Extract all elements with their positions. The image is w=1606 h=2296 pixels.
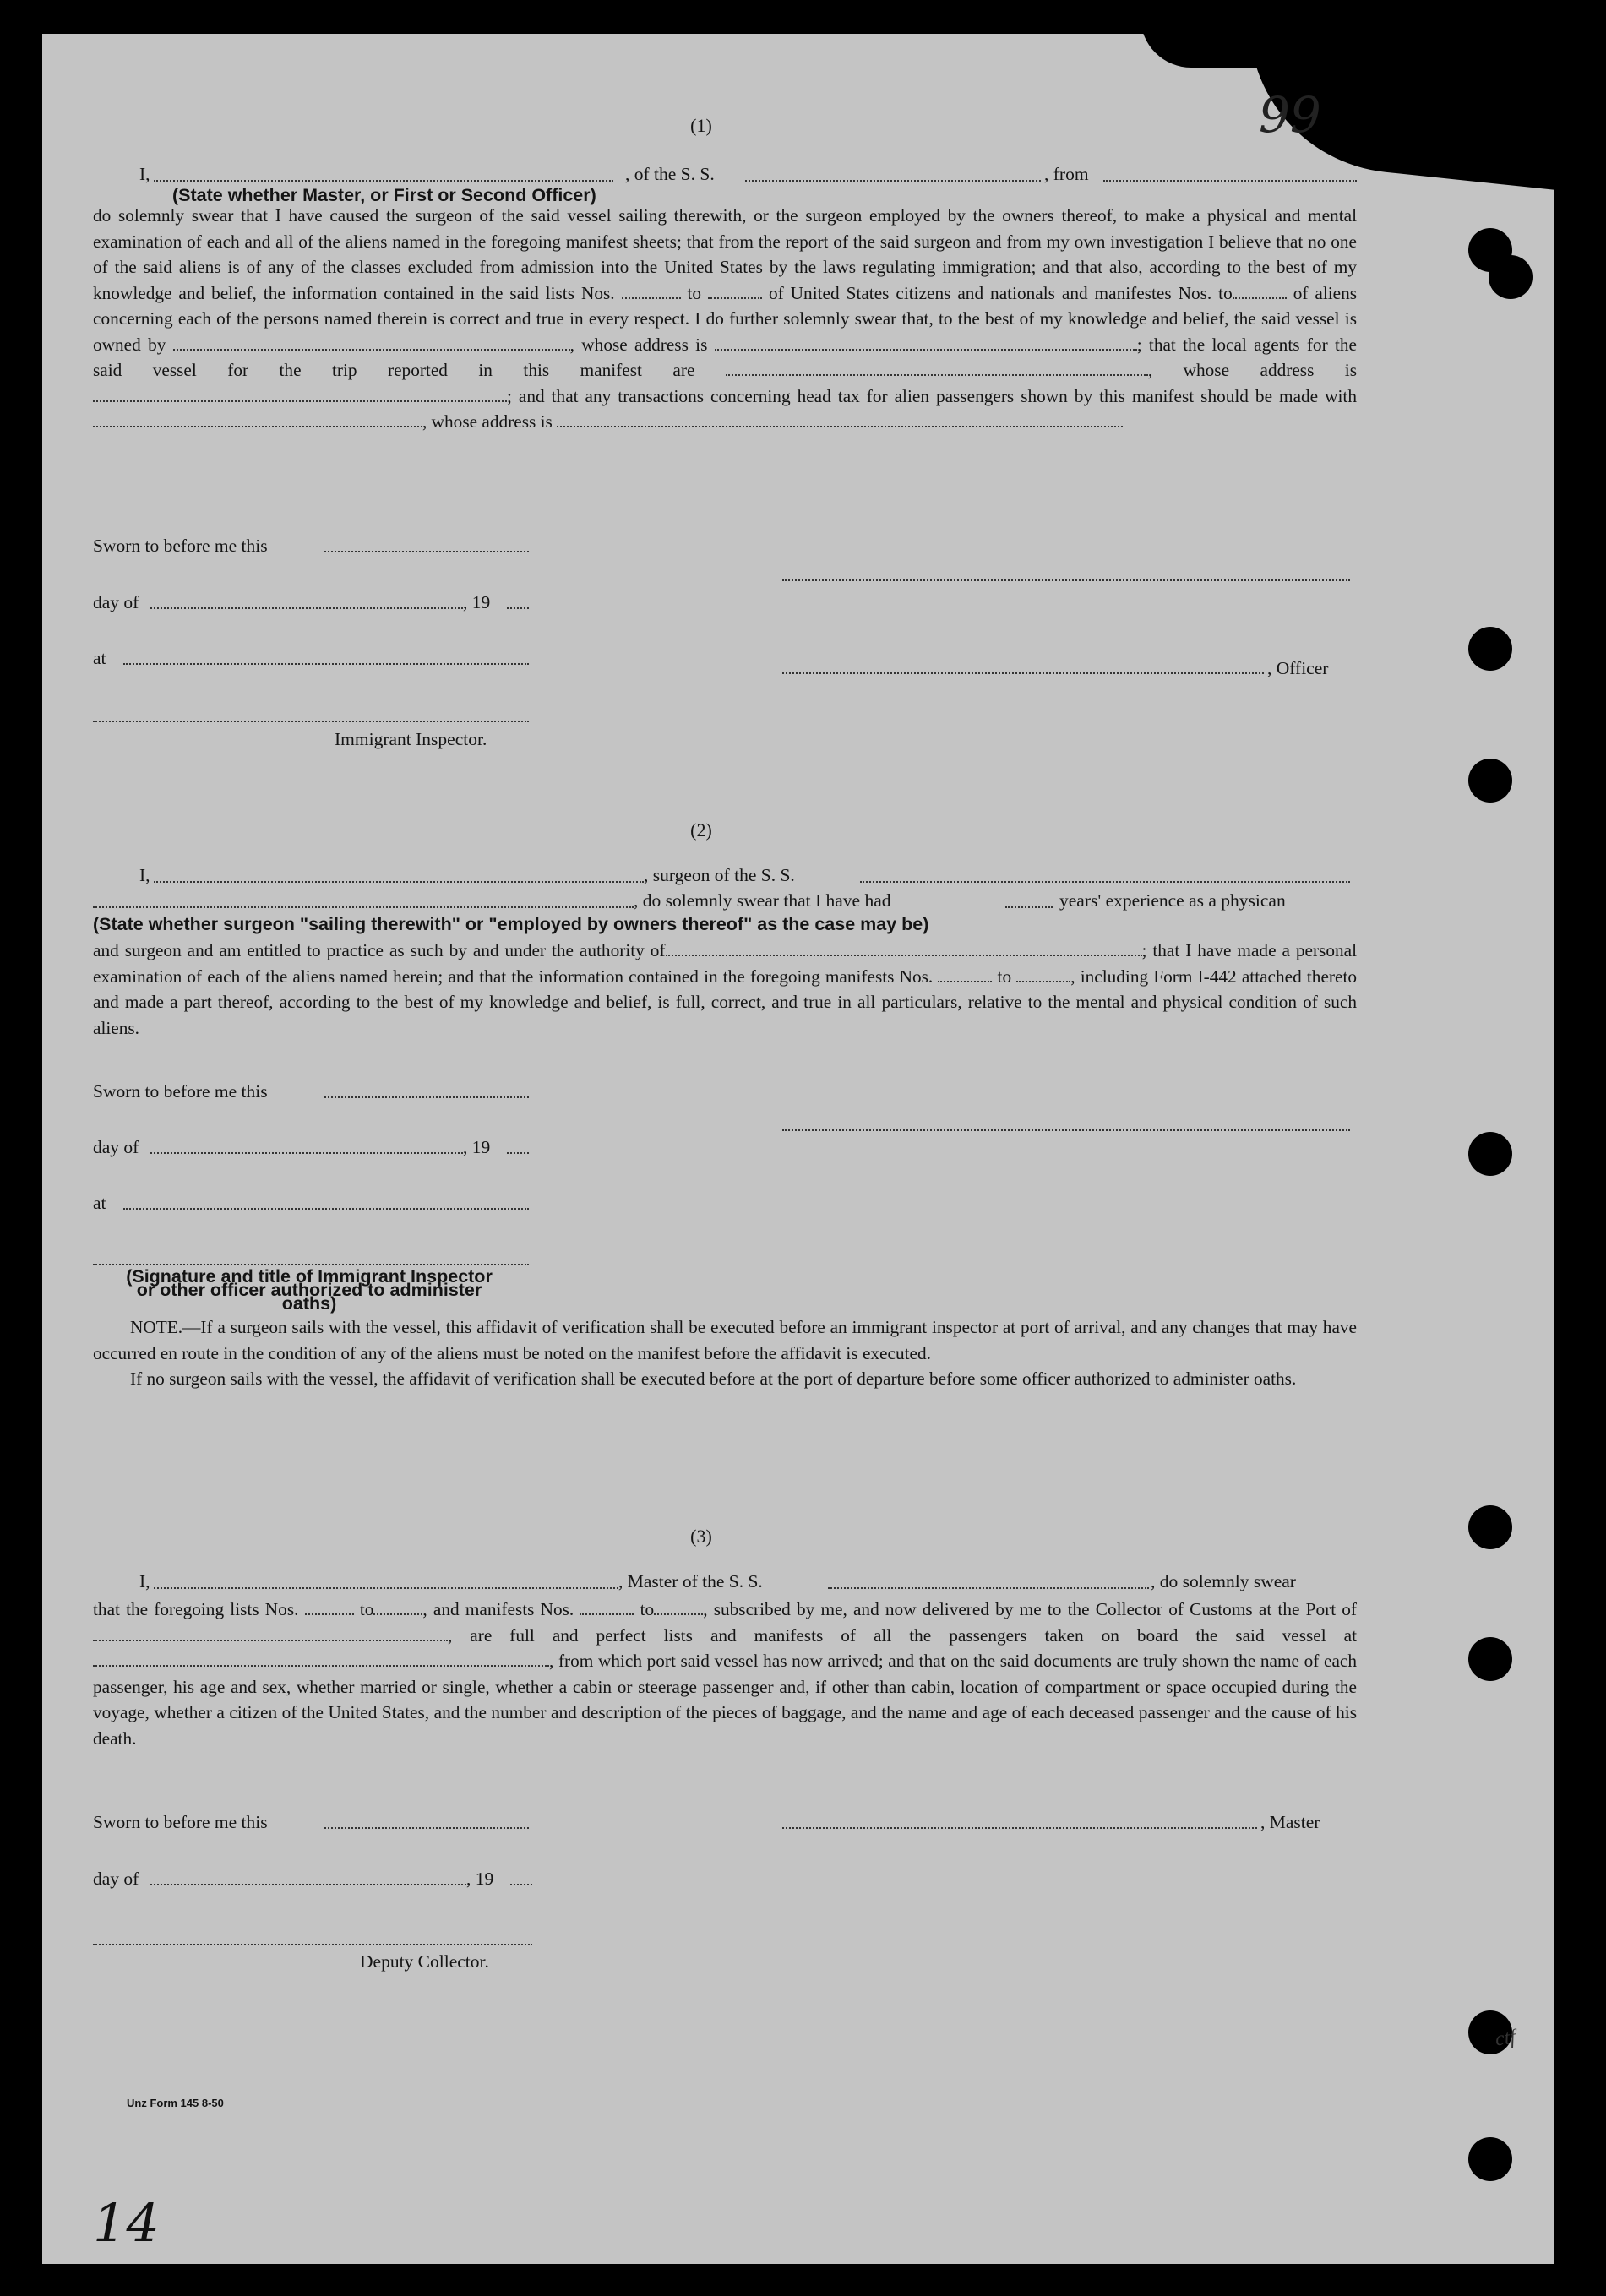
- s1-text-e: ; and that any transactions concerning head tax for alien passengers shown by this manifest should be made with: [507, 385, 1357, 406]
- s3-day-of-label: day of: [93, 1869, 139, 1889]
- s2-note1: NOTE.—If a surgeon sails with the vessel, this affidavit of verification shall be executed before an immigrant inspector at port of arrival, and any changes that may have occurred en route in the condition of any of the aliens must be noted on the manifest before the affidavit is executed.: [93, 1317, 1357, 1363]
- form-sheet: [42, 34, 1554, 2264]
- handwritten-page-number: 99: [1259, 86, 1321, 144]
- section-2-number: (2): [690, 819, 712, 841]
- s1-text-a: do solemnly swear that I have caused the surgeon of the said vessel sailing therewith, or the surgeon employed by the owners thereof, to make a physical and mental examination of each and all of the aliens named in the foregoing manifest sheets; that from the report of the said surgeon and from my own investigation I believe that no one of the said aliens is of any of the classes excluded from admission into the United States by the laws regulating immigration; and that also, according to the best of my knowledge and belief, the information contained in the said lists Nos.: [93, 205, 1357, 303]
- s1-day-of-label: day of: [93, 592, 139, 612]
- margin-scribble: ctf: [1494, 2026, 1517, 2051]
- punch-hole: [1468, 627, 1512, 671]
- s1-officer-name-field[interactable]: [154, 179, 613, 182]
- s3-vessel-name-field[interactable]: [828, 1586, 1149, 1589]
- s3-i-label: I,: [139, 1571, 150, 1591]
- s3-lists-to-field[interactable]: [373, 1598, 422, 1615]
- torn-edge: [1141, 34, 1360, 68]
- s3-lists-from-field[interactable]: [305, 1598, 354, 1615]
- punch-hole: [1468, 1505, 1512, 1549]
- s1-to1: to: [687, 282, 702, 303]
- s1-i-label: I,: [139, 164, 150, 184]
- s1-sworn-label: Sworn to before me this: [93, 536, 268, 556]
- s2-note-block: [93, 1314, 1357, 1392]
- s3-master-label: , Master: [1260, 1812, 1320, 1832]
- s3-to1: to: [359, 1599, 374, 1619]
- s3-collector-signature-field[interactable]: [93, 1943, 532, 1945]
- s1-inspector-label: Immigrant Inspector.: [335, 729, 487, 749]
- punch-hole: [1468, 1637, 1512, 1681]
- s2-swear-label: , do solemnly swear that I have had: [634, 890, 891, 911]
- s2-day-of-field[interactable]: [150, 1151, 463, 1154]
- s2-oath-paragraph: [93, 938, 1357, 1041]
- s2-at-field[interactable]: [123, 1207, 529, 1210]
- s3-text-b: , subscribed by me, and now delivered by me to the Collector of Customs at the Port of: [703, 1599, 1358, 1619]
- s1-signature-line[interactable]: [782, 579, 1350, 581]
- s1-oath-paragraph: do solemnly swear that I have caused the surgeon of the said vessel sailing therewith, or the surgeon employed by the owners thereof, to make a physical and mental examination of each and all of the aliens named in the foregoing manifest sheets; that from the report of the said surgeon and from my own investigation I believe that no one of the said aliens is of any of the classes excluded from admission into the United States by the laws regulating immigration; and that also, according to the best of my knowledge and belief, the information contained in the said lists Nos. to of United States citizens and nationals and manifestes Nos. to of aliens concerning each of the persons named therein is correct and true in every respect. I do further solemnly swear that, to the best of my knowledge and belief, the said vessel is owned by , whose address is ; that the local agents for the said vessel for the trip reported in this manifest are , whose address is ; and that any transactions concerning head tax for alien passengers shown by this manifest should be made with , whose address is: [93, 205, 1358, 432]
- s1-text-d: ; that the local agents for the said vessel for the trip reported in this manifest are: [93, 334, 1357, 380]
- s1-inspector-signature-field[interactable]: [93, 720, 529, 722]
- s2-surgeon-of-label: , surgeon of the S. S.: [644, 865, 795, 885]
- s2-vessel-name-field[interactable]: [860, 880, 1350, 883]
- s2-text-b: ; that I have made a personal examination of each of the aliens named herein; and that the information contained in the foregoing manifests Nos.: [93, 940, 1357, 987]
- s1-from-label: , from: [1044, 164, 1089, 184]
- s1-year-field[interactable]: [507, 607, 529, 609]
- s1-day-of-field[interactable]: [150, 607, 463, 609]
- s1-owner-field[interactable]: [173, 334, 570, 351]
- s1-officer-signature-field[interactable]: [782, 672, 1264, 674]
- handwritten-sheet-number: 14: [93, 2192, 160, 2254]
- punch-hole: [1468, 96, 1512, 140]
- s3-sworn-label: Sworn to before me this: [93, 1812, 268, 1832]
- form-number: Unz Form 145 8-50: [127, 2097, 224, 2109]
- s1-headtax-address-field[interactable]: [557, 411, 1123, 427]
- s2-years-field[interactable]: [1005, 906, 1053, 908]
- s3-swear-label: , do solemnly swear: [1151, 1571, 1296, 1591]
- s2-manifests-from-field[interactable]: [938, 966, 992, 982]
- s1-headtax-field[interactable]: [93, 411, 422, 427]
- section-1-number: (1): [690, 115, 712, 136]
- s2-i-label: I,: [139, 865, 150, 885]
- s3-sworn-date-field[interactable]: [324, 1826, 529, 1829]
- s3-master-of-label: , Master of the S. S.: [618, 1571, 763, 1591]
- s3-master-signature-field[interactable]: [782, 1826, 1257, 1829]
- s3-collector-label: Deputy Collector.: [360, 1951, 489, 1972]
- s3-manifests-to-field[interactable]: [654, 1598, 703, 1615]
- s2-authority-field[interactable]: [666, 939, 1142, 956]
- s1-of-ss-label: , of the S. S.: [625, 164, 715, 184]
- s2-text-c: , including Form I-442 attached thereto and made a part thereof, according to the best of my knowledge and belief, is full, correct, and true in all particulars, relative to the mental and physical condition of such aliens.: [93, 966, 1358, 1038]
- s1-text-c: of aliens concerning each of the persons named therein is correct and true in every respect. I do further solemnly swear that, to the best of my knowledge and belief, the said vessel is owned by: [93, 282, 1358, 355]
- s2-sworn-label: Sworn to before me this: [93, 1081, 268, 1102]
- s3-manifests-from-field[interactable]: [580, 1598, 634, 1615]
- s3-oath-paragraph: [93, 1597, 1357, 1751]
- s1-lists-to-field[interactable]: [708, 282, 762, 299]
- s2-surgeon-name-field[interactable]: [154, 880, 644, 883]
- s1-vessel-name-field[interactable]: [745, 179, 1041, 182]
- s3-master-name-field[interactable]: [154, 1586, 618, 1589]
- s2-text-a: and surgeon and am entitled to practice as such by and under the authority of: [93, 940, 666, 960]
- s3-boarded-at-field[interactable]: [93, 1650, 549, 1667]
- s1-sworn-date-field[interactable]: [324, 550, 529, 552]
- s2-manifests-to-field[interactable]: [1016, 966, 1070, 982]
- s2-day-of-label: day of: [93, 1137, 139, 1157]
- s1-text-b: of United States citizens and nationals and manifestes Nos.: [768, 282, 1212, 303]
- s3-and-manifests: , and manifests Nos.: [422, 1599, 574, 1619]
- s1-from-field[interactable]: [1103, 179, 1357, 182]
- s2-to: to: [997, 966, 1012, 987]
- s2-surgeon-note: (State whether surgeon "sailing therewith" or "employed by owners thereof" as the case may be): [93, 914, 929, 934]
- s2-official-signature-field[interactable]: [93, 1263, 529, 1265]
- s2-note2: If no surgeon sails with the vessel, the affidavit of verification shall be executed before at the port of departure before some officer authorized to administer oaths.: [130, 1368, 1297, 1389]
- s1-at-label: at: [93, 648, 106, 668]
- s2-nineteen-label: , 19: [463, 1137, 491, 1157]
- punch-hole: [1468, 1132, 1512, 1176]
- s1-whose-address3: whose address is: [431, 411, 553, 432]
- s1-to2: to: [1218, 282, 1233, 303]
- s2-at-label: at: [93, 1193, 106, 1213]
- s3-text-c: , are full and perfect lists and manifests of all the passengers taken on board the said vessel at: [448, 1624, 1357, 1646]
- s1-officer-note: (State whether Master, or First or Second Officer): [172, 185, 596, 205]
- s2-surgeon-status-field[interactable]: [93, 906, 634, 908]
- s3-to2: to: [640, 1599, 655, 1619]
- punch-hole: [1489, 255, 1533, 299]
- s3-text-d: , from which port said vessel has now arrived; and that on the said documents are truly shown the name of each passenger, his age and sex, whether married or single, whether a cabin or steerage passenger and, if other than cabin, location of compartment or space occupied during the voyage, whether a citizen of the United States, and the number and description of the pieces of baggage, and the name and age of each deceased passenger and the cause of his death.: [93, 1651, 1357, 1749]
- s2-year-field[interactable]: [507, 1151, 529, 1154]
- s2-signature-note: (Signature and title of Immigrant Inspector or other officer authorized to administer oaths): [126, 1266, 493, 1314]
- s1-officer-label: , Officer: [1267, 658, 1329, 678]
- punch-hole: [1468, 759, 1512, 803]
- s1-lists-from-field[interactable]: [622, 282, 681, 299]
- s1-whose-address2: , whose address is: [1147, 360, 1358, 380]
- s2-years-label: years' experience as a physican: [1059, 890, 1286, 911]
- s3-nineteen-label: , 19: [466, 1869, 494, 1889]
- s3-day-of-field[interactable]: [150, 1883, 466, 1885]
- s3-port-field[interactable]: [93, 1624, 448, 1641]
- s1-owner-address-field[interactable]: [715, 334, 1137, 351]
- s2-signature-line[interactable]: [782, 1129, 1350, 1131]
- s3-year-field[interactable]: [510, 1883, 532, 1885]
- punch-hole: [1468, 2137, 1512, 2181]
- s1-agents-address-field[interactable]: [93, 385, 507, 402]
- s1-agents-field[interactable]: [726, 359, 1148, 376]
- s2-sworn-date-field[interactable]: [324, 1096, 529, 1098]
- section-3-number: (3): [690, 1526, 712, 1547]
- s1-nineteen-label: , 19: [463, 592, 491, 612]
- s1-manifests-to-field[interactable]: [1233, 282, 1287, 299]
- s1-whose-address: , whose address is: [569, 334, 708, 355]
- s1-at-field[interactable]: [123, 662, 529, 665]
- s3-text-a: that the foregoing lists Nos.: [93, 1599, 299, 1619]
